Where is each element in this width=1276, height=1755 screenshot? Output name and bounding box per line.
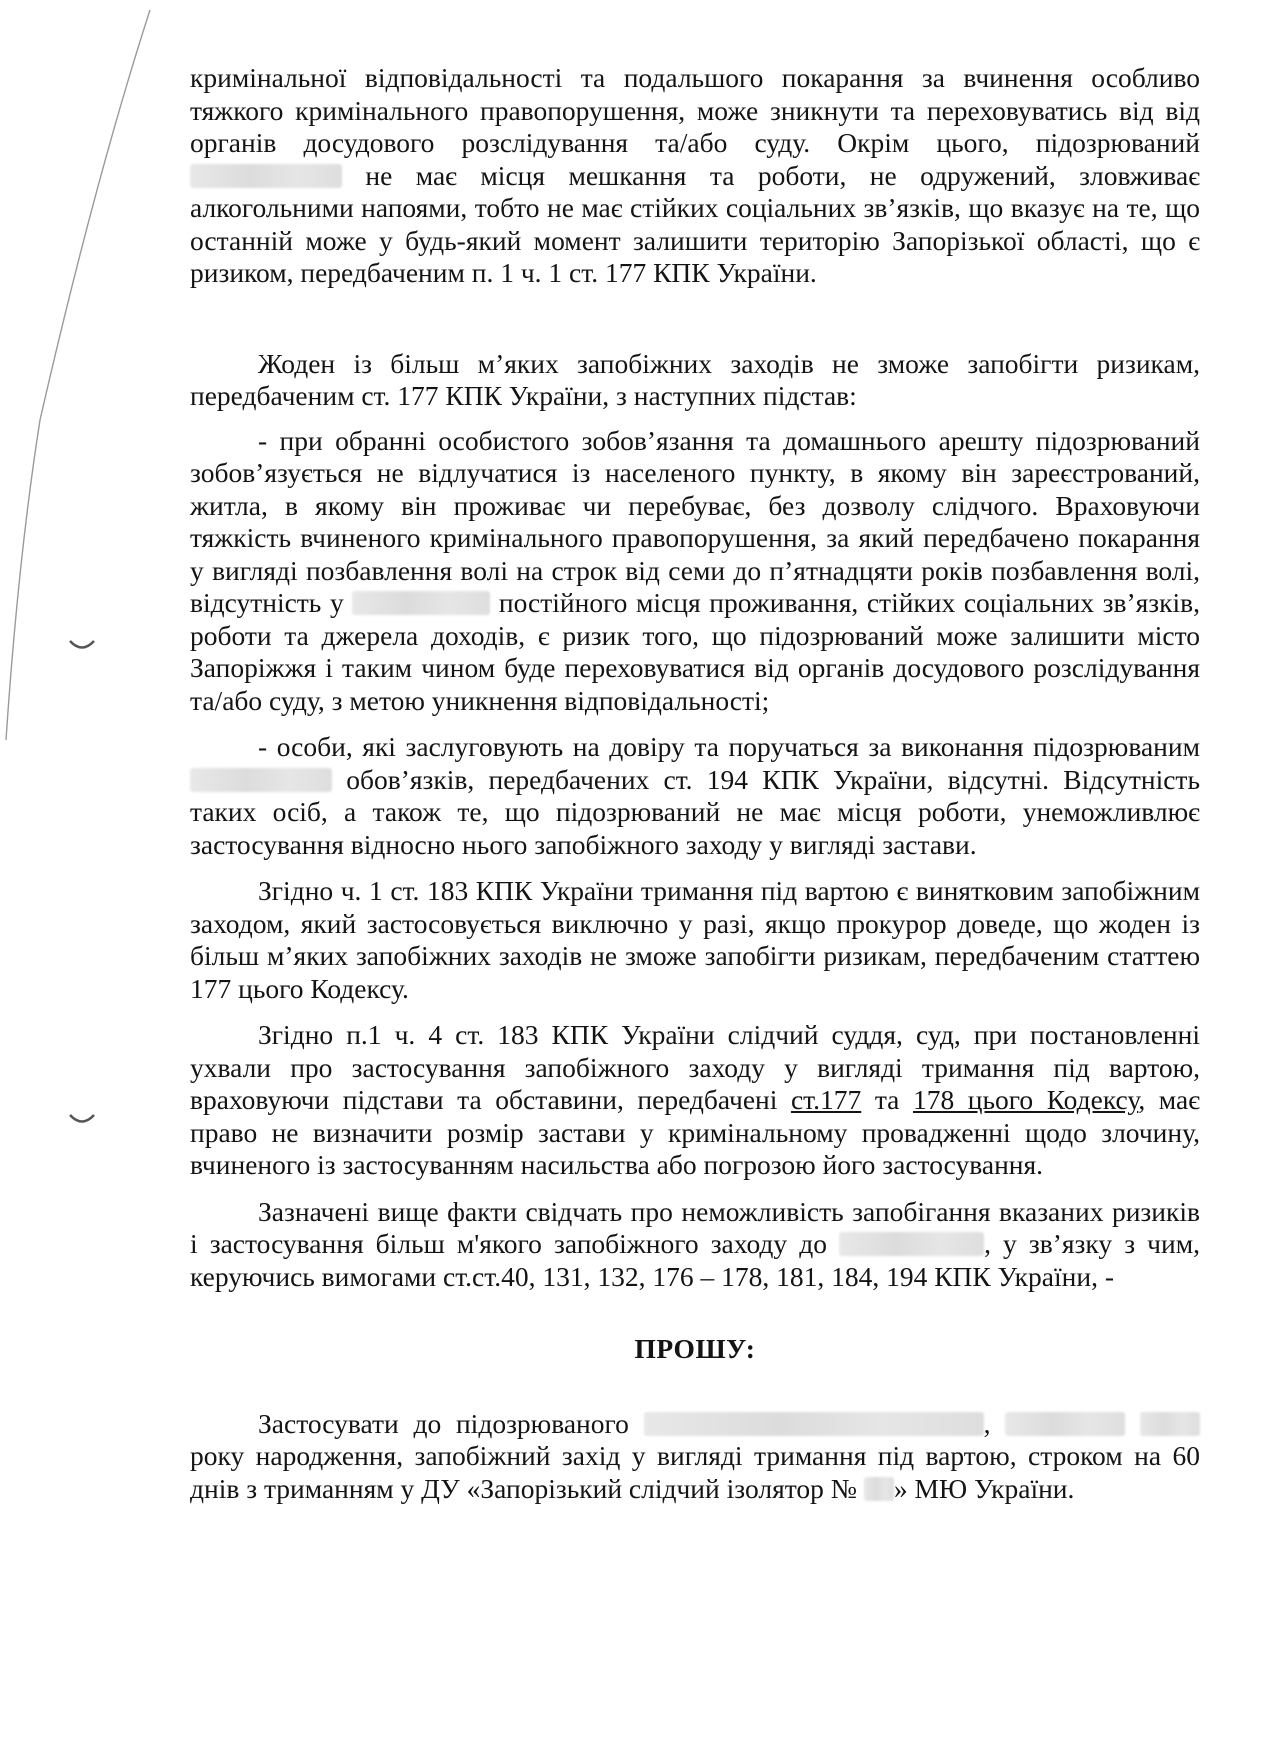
redacted-full-name [644,1412,984,1436]
paragraph-article-183-part-4: Згідно п.1 ч. 4 ст. 183 КПК України слідчий суддя, суд, при постановленні ухвали про застосування запобіжного заходу у вигляді тримання під вартою, враховуючи підстави та обставини, передбачені ст.177 та 178 цього Кодексу, має право не визначити розмір застави у кримінальному провадженні щодо злочину, вчиненого із застосуванням насильства або погрозою його застосування. [190,1019,1201,1180]
punch-hole-mark [68,1112,96,1126]
paragraph-conclusion: Зазначені вище факти свідчать про неможливість запобігання вказаних ризиків і застосування більш м'якого запобіжного заходу до , у зв’язку з чим, керуючись вимогами ст.ст.40, 131, 132, 176 – 178, 181, 184, 194 КПК України, - [190,1195,1200,1292]
article-178-link[interactable]: 178 цього Кодексу [912,1084,1139,1115]
redacted-birth-date [1005,1412,1125,1436]
redacted-isolator-number [864,1477,894,1501]
paragraph-request: Застосувати до підозрюваного , року народження, запобіжний захід у вигляді тримання під вартою, строком на 60 днів з триманням у ДУ «Запорізький слідчий ізолятор № » МЮ України. [190,1407,1200,1504]
redacted-name [190,768,332,792]
redacted-birth-year [1140,1412,1200,1436]
request-heading: ПРОШУ: [634,1333,756,1364]
paragraph-article-183-part-1: Згідно ч. 1 ст. 183 КПК України тримання під вартою є винятковим запобіжним заходом, який застосовується виключно у разі, якщо прокурор доведе, що жоден із більш м’яких запобіжних заходів не зможе запобігти ризикам, передбаченим статтею 177 цього Кодексу. [190,875,1200,1004]
paragraph-measures-intro: Жоден із більш м’яких запобіжних заходів не зможе запобігти ризикам, передбаченим ст. 177 КПК України, з наступних підстав: [190,347,1200,411]
document-body [190,62,1200,1505]
paragraph-house-arrest: - при обранні особистого зобов’язання та домашнього арешту підозрюваний зобов’язується не відлучатися із населеного пункту, в якому він зареєстрований, житла, в якому він проживає чи перебуває, без дозволу слідчого. Враховуючи тяжкість вчиненого кримінального правопорушення, за який передбачено покарання у вигляді позбавлення волі на строк від семи до п’ятнадцяти років позбавлення волі, відсутність у постійного місця проживання, стійких соціальних зв’язків, роботи та джерела доходів, є ризик того, що підозрюваний може залишити місто Запоріжжя і таким чином буде переховуватися від органів досудового розслідування та/або суду, з метою уникнення відповідальності; [190,424,1201,716]
punch-hole-mark [68,638,96,652]
paragraph-guarantors: - особи, які заслуговують на довіру та поручаться за виконання підозрюваним обов’язків, передбачених ст. 194 КПК України, відсутні. Відсутність таких осіб, а також те, що підозрюваний не має місця роботи, унеможливлює застосування відносно нього запобіжного заходу у вигляді застави. [190,731,1200,860]
redacted-name [190,164,342,188]
redacted-name [839,1232,984,1256]
redacted-name [352,591,490,615]
spacer [190,290,1200,348]
paragraph-flight-risk: кримінальної відповідальності та подальшого покарання за вчинення особливо тяжкого кримінального правопорушення, може зникнути та переховуватись від від органів досудового розслідування та/або суду. Окрім цього, підозрюваний не має місця мешкання та роботи, не одружений, зловживає алкогольними напоями, тобто не має стійких соціальних зв’язків, що вказує на те, що останній може у будь-який момент залишити територію Запорізької області, що є ризиком, передбаченим п. 1 ч. 1 ст. 177 КПК України. [190,62,1200,288]
article-177-link[interactable]: ст.177 [790,1084,862,1115]
